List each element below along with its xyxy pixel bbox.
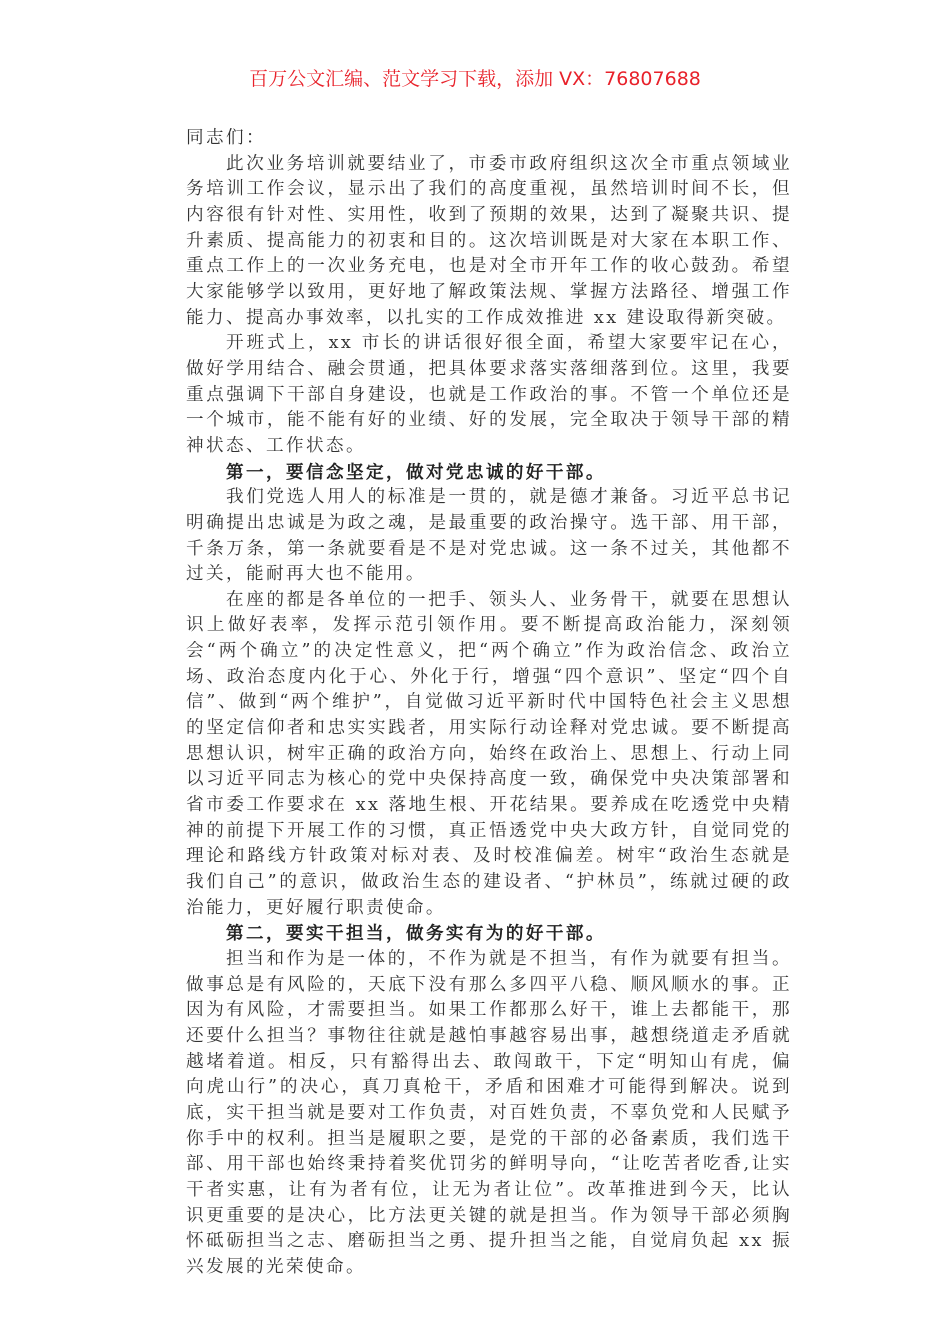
document-body <box>186 126 792 1281</box>
section-heading: 第一，要信念坚定，做对党忠诚的好干部。 <box>226 461 606 483</box>
paragraph: 我们党选人用人的标准是一贯的，就是德才兼备。习近平总书记明确提出忠诚是为政之魂，是最重要的政治操守。选干部、用干部，千条万条，第一条就要看是不是对党忠诚。这一条不过关，其他都不过关，能耐再大也不能用。 <box>186 487 792 585</box>
paragraph: 此次业务培训就要结业了，市委市政府组织这次全市重点领域业务培训工作会议，显示出了我们的高度重视，虽然培训时间不长，但内容很有针对性、实用性，收到了预期的效果，达到了凝聚共识、提升素质、提高能力的初衷和目的。这次培训既是对大家在本职工作、重点工作上的一次业务充电，也是对全市开年工作的收心鼓劲。希望大家能够学以致用，更好地了解政策法规、掌握方法路径、增强工作能力、提高办事效率，以扎实的工作成效推进 xx 建设取得新突破。 <box>186 153 792 328</box>
section-heading: 第二，要实干担当，做务实有为的好干部。 <box>226 923 606 945</box>
watermark-banner: 百万公文汇编、范文学习下载，添加 VX：76807688 <box>249 68 701 90</box>
paragraph: 在座的都是各单位的一把手、领头人、业务骨干，就要在思想认识上做好表率，发挥示范引领作用。要不断提高政治能力，深刻领会“两个确立”的决定性意义，把“两个确立”作为政治信念、政治立场、政治态度内化于心、外化于行，增强“四个意识”、坚定“四个自信”、做到“两个维护”，自觉做习近平新时代中国特色社会主义思想的坚定信仰者和忠实实践者，用实际行动诠释对党忠诚。要不断提高思想认识，树牢正确的政治方向，始终在政治上、思想上、行动上同以习近平同志为核心的党中央保持高度一致，确保党中央决策部署和省市委工作要求在 xx 落地生根、开花结果。要养成在吃透党中央精神的前提下开展工作的习惯，真正悟透党中央大政方针，自觉同党的理论和路线方针政策对标对表、及时校准偏差。树牢“政治生态就是我们自己”的意识，做政治生态的建设者、“护林员”，练就过硬的政治能力，更好履行职责使命。 <box>186 589 792 918</box>
paragraph: 开班式上，xx 市长的讲话很好很全面，希望大家要牢记在心，做好学用结合、融会贯通，把具体要求落实落细落到位。这里，我要重点强调下干部自身建设，也就是工作政治的事。不管一个单位还是一个城市，能不能有好的业绩、好的发展，完全取决于领导干部的精神状态、工作状态。 <box>186 333 792 456</box>
paragraph: 担当和作为是一体的，不作为就是不担当，有作为就要有担当。做事总是有风险的，天底下没有那么多四平八稳、顺风顺水的事。正因为有风险，才需要担当。如果工作都那么好干，谁上去都能干，那还要什么担当？事物往往就是越怕事越容易出事，越想绕道走矛盾就越堵着道。相反，只有豁得出去、敢闯敢干，下定“明知山有虎，偏向虎山行”的决心，真刀真枪干，矛盾和困难才可能得到解决。说到底，实干担当就是要对工作负责，对百姓负责，不辜负党和人民赋予你手中的权利。担当是履职之要，是党的干部的必备素质，我们选干部、用干部也始终秉持着奖优罚劣的鲜明导向，“让吃苦者吃香,让实干者实惠，让有为者有位，让无为者让位”。改革推进到今天，比认识更重要的是决心，比方法更关键的就是担当。作为领导干部必须胸怀砥砺担当之志、磨砺担当之勇、提升担当之能，自觉肩负起 xx 振兴发展的光荣使命。 <box>186 949 792 1277</box>
greeting: 同志们： <box>186 128 266 148</box>
